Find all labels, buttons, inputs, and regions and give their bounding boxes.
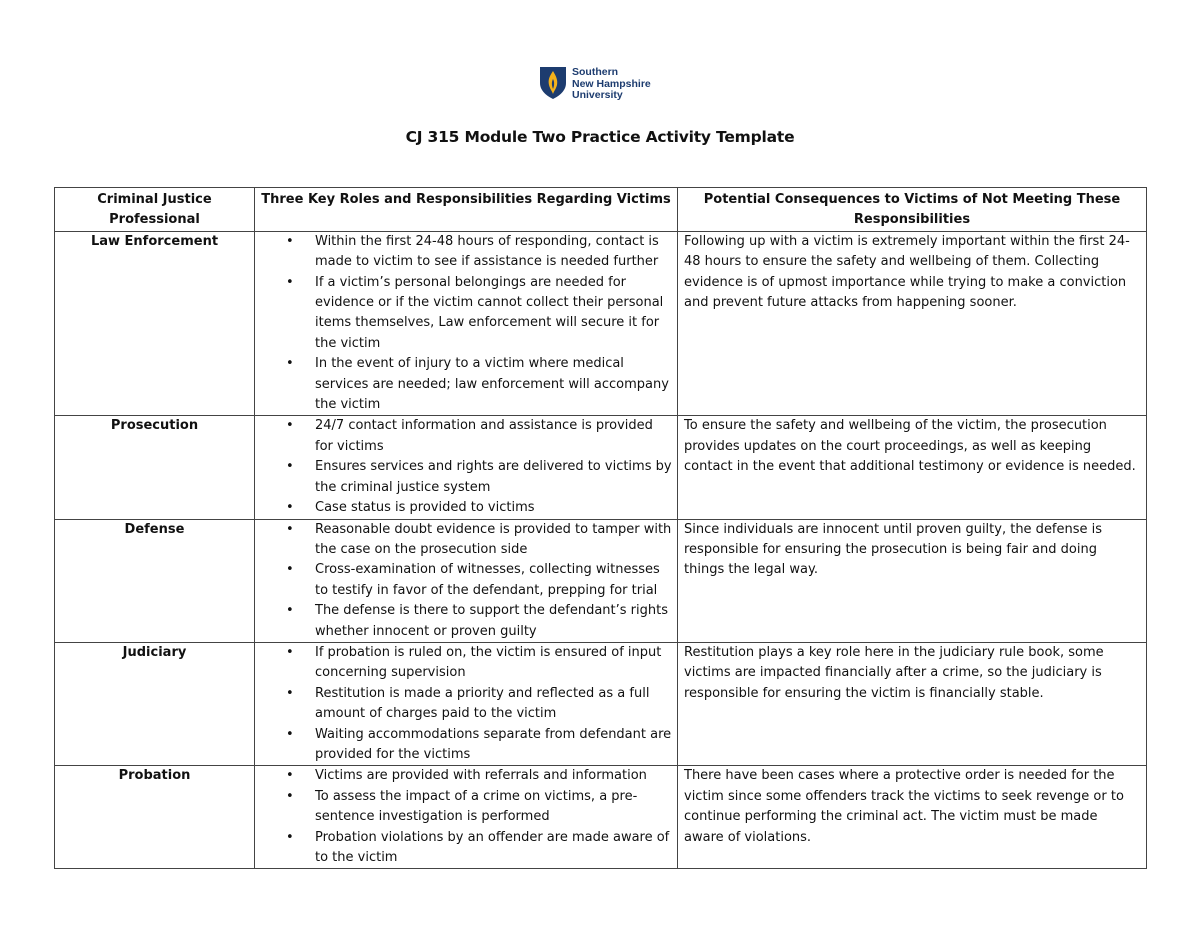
list-item: • If a victim’s personal belongings are needed for evidence or if the victim cannot collect their personal items themselves, Law enforcement will secure it for the victim: [260, 273, 672, 355]
roles-cell: [255, 519, 678, 642]
list-item: • Victims are provided with referrals and information: [260, 766, 672, 786]
consequences-cell: Restitution plays a key role here in the judiciary rule book, some victims are impacted financially after a crime, so the judiciary is responsible for ensuring the victim is financially stable.: [678, 642, 1147, 765]
roles-list: [260, 232, 672, 416]
shield-flame-icon: [539, 66, 567, 100]
snhu-logo: [539, 66, 651, 102]
list-item: • To assess the impact of a crime on victims, a pre-sentence investigation is performed: [260, 787, 672, 828]
list-item: • Probation violations by an offender are made aware of to the victim: [260, 828, 672, 869]
professional-cell: Law Enforcement: [55, 231, 255, 416]
list-item: • 24/7 contact information and assistance is provided for victims: [260, 416, 672, 457]
list-item: • Reasonable doubt evidence is provided to tamper with the case on the prosecution side: [260, 520, 672, 561]
logo-line-3: University: [572, 89, 623, 101]
table-row: [55, 642, 1147, 765]
logo-wordmark: [572, 67, 651, 102]
list-item: • Cross-examination of witnesses, collecting witnesses to testify in favor of the defendant, prepping for trial: [260, 560, 672, 601]
header-professional: Criminal Justice Professional: [55, 188, 255, 232]
list-item: • Within the first 24-48 hours of responding, contact is made to victim to see if assistance is needed further: [260, 232, 672, 273]
professional-cell: Prosecution: [55, 416, 255, 519]
list-item: • Ensures services and rights are delivered to victims by the criminal justice system: [260, 457, 672, 498]
roles-cell: [255, 416, 678, 519]
roles-list: [260, 416, 672, 518]
list-item: • Restitution is made a priority and reflected as a full amount of charges paid to the victim: [260, 684, 672, 725]
roles-cell: [255, 231, 678, 416]
table-row: [55, 416, 1147, 519]
logo-line-1: Southern: [572, 66, 619, 78]
roles-list: [260, 766, 672, 868]
header-consequences: Potential Consequences to Victims of Not Meeting These Responsibilities: [678, 188, 1147, 232]
consequences-cell: To ensure the safety and wellbeing of the victim, the prosecution provides updates on the court proceedings, as well as keeping contact in the event that additional testimony or evidence is needed.: [678, 416, 1147, 519]
table-row: [55, 231, 1147, 416]
list-item: • Waiting accommodations separate from defendant are provided for the victims: [260, 725, 672, 766]
professional-cell: Probation: [55, 766, 255, 869]
table-header-row: [55, 188, 1147, 232]
roles-cell: [255, 766, 678, 869]
logo-line-2: New Hampshire: [572, 77, 651, 90]
list-item: • Case status is provided to victims: [260, 498, 672, 518]
list-item: • The defense is there to support the defendant’s rights whether innocent or proven guilty: [260, 601, 672, 642]
professional-cell: Judiciary: [55, 642, 255, 765]
consequences-cell: Following up with a victim is extremely important within the first 24-48 hours to ensure the safety and wellbeing of them. Collecting evidence is of upmost importance while trying to make a conviction and prevent future attacks from happening sooner.: [678, 231, 1147, 416]
header-roles: Three Key Roles and Responsibilities Regarding Victims: [255, 188, 678, 232]
roles-cell: [255, 642, 678, 765]
list-item: • In the event of injury to a victim where medical services are needed; law enforcement will accompany the victim: [260, 354, 672, 415]
document-title: CJ 315 Module Two Practice Activity Template: [405, 128, 795, 146]
consequences-cell: Since individuals are innocent until proven guilty, the defense is responsible for ensuring the prosecution is being fair and doing things the legal way.: [678, 519, 1147, 642]
consequences-cell: There have been cases where a protective order is needed for the victim since some offenders track the victims to seek revenge or to continue performing the criminal act. The victim must be made aware of violations.: [678, 766, 1147, 869]
table-row: [55, 766, 1147, 869]
roles-list: [260, 643, 672, 765]
list-item: • If probation is ruled on, the victim is ensured of input concerning supervision: [260, 643, 672, 684]
professional-cell: Defense: [55, 519, 255, 642]
roles-table: [54, 187, 1147, 869]
roles-list: [260, 520, 672, 642]
table-row: [55, 519, 1147, 642]
